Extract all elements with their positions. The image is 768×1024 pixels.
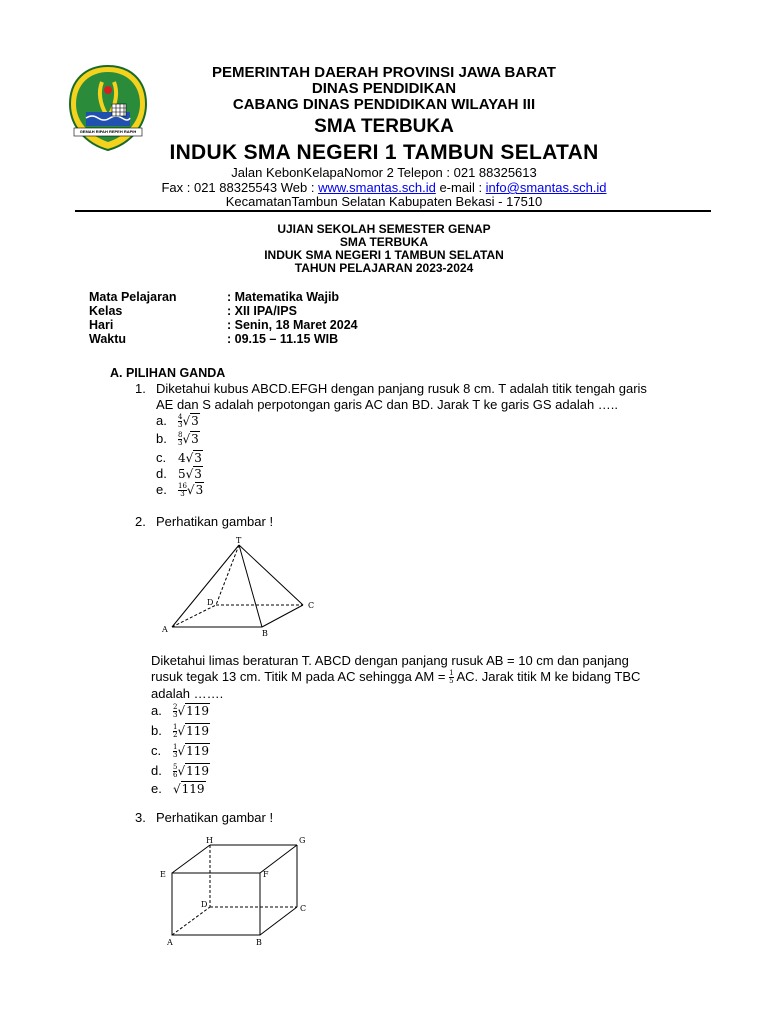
meta-value: : 09.15 – 11.15 WIB	[227, 332, 339, 346]
coefficient: 4	[178, 451, 186, 465]
meta-row	[89, 332, 489, 346]
vertex-label-d: D	[207, 598, 214, 607]
q2-option-c[interactable]	[151, 743, 210, 759]
exam-line2: SMA TERBUKA	[339, 235, 429, 249]
option-label: d.	[156, 466, 167, 481]
logo-motto: GEMAH RIPAH REPEH RAPIH	[79, 129, 137, 134]
exam-line3: INDUK SMA NEGERI 1 TAMBUN SELATAN	[264, 248, 504, 262]
denominator: 6	[173, 771, 178, 780]
contact-line	[0, 180, 768, 195]
cube-figure	[152, 835, 322, 950]
meta-value: : Senin, 18 Maret 2024	[227, 318, 358, 332]
numerator: 2	[173, 703, 178, 712]
numerator: 5	[173, 763, 178, 772]
option-label: c.	[156, 450, 167, 465]
vertex-label-b: B	[262, 629, 268, 638]
vertex-label-c: C	[308, 601, 315, 610]
exam-line4: TAHUN PELAJARAN 2023-2024	[294, 261, 474, 275]
q2-text-line2	[151, 669, 640, 685]
option-label: a.	[151, 703, 162, 718]
q1-option-d[interactable]	[156, 466, 203, 482]
q2-text-line2a: rusuk tegak 13 cm. Titik M pada AC sehingga AM =	[151, 669, 450, 684]
vertex-label-h: H	[206, 836, 213, 845]
q1-text-line1: Diketahui kubus ABCD.EFGH dengan panjang rusuk 8 cm. T adalah titik tengah garis	[156, 381, 647, 396]
vertex-label-a: A	[167, 938, 173, 947]
header-line3: CABANG DINAS PENDIDIKAN WILAYAH III	[232, 96, 536, 113]
q1-number: 1.	[135, 381, 146, 396]
q2-prompt: Perhatikan gambar !	[156, 514, 274, 529]
q1-text-line2: AE dan S adalah perpotongan garis AC dan BD. Jarak T ke garis GS adalah …..	[156, 397, 619, 412]
website-link[interactable]: www.smantas.sch.id	[318, 180, 436, 195]
q2-text-line3: adalah …….	[151, 686, 224, 701]
sqrt: √3	[185, 467, 202, 481]
radicand: 3	[191, 414, 199, 428]
meta-row	[89, 290, 489, 304]
exam-line1: UJIAN SEKOLAH SEMESTER GENAP	[277, 222, 491, 236]
denominator: 2	[173, 731, 178, 740]
q3-number: 3.	[135, 810, 146, 825]
sqrt: √3	[182, 432, 199, 446]
q2-number: 2.	[135, 514, 146, 529]
pyramid-figure	[150, 535, 330, 640]
meta-row	[89, 304, 489, 318]
header-divider	[75, 210, 711, 212]
sqrt: √3	[186, 483, 204, 497]
denominator: 3	[173, 751, 178, 760]
q1-option-c[interactable]	[156, 450, 203, 466]
denominator: 3	[178, 439, 183, 448]
q2-option-a[interactable]	[151, 703, 210, 719]
vertex-label-b: B	[256, 938, 262, 947]
option-label: d.	[151, 763, 162, 778]
radicand: 3	[194, 451, 202, 465]
sqrt: √119	[177, 744, 210, 758]
meta-row	[89, 318, 489, 332]
denominator: 3	[178, 490, 187, 498]
sqrt: √119	[177, 704, 210, 718]
option-label: c.	[151, 743, 162, 758]
denominator: 5	[449, 677, 454, 686]
radicand: 3	[195, 483, 204, 497]
q1-option-a[interactable]	[156, 413, 200, 429]
radicand: 3	[194, 467, 202, 481]
header-line1: PEMERINTAH DAERAH PROVINSI JAWA BARAT	[212, 64, 556, 81]
radicand: 119	[186, 764, 210, 778]
meta-label: Waktu	[89, 332, 127, 346]
q2-option-d[interactable]	[151, 763, 210, 779]
denominator: 3	[178, 421, 183, 430]
meta-value: : XII IPA/IPS	[227, 304, 297, 318]
fax-label: Fax : 021 88325543 Web :	[161, 180, 319, 195]
vertex-label-a: A	[162, 625, 168, 634]
q2-text-line2b: AC. Jarak titik M ke bidang TBC	[453, 669, 641, 684]
radicand: 119	[186, 744, 210, 758]
radicand: 119	[186, 704, 210, 718]
meta-label: Hari	[89, 318, 114, 332]
option-label: e.	[151, 781, 162, 796]
vertex-label-e: E	[160, 870, 166, 879]
school-address: Jalan KebonKelapaNomor 2 Telepon : 021 88325613	[231, 165, 537, 180]
numerator: 16	[178, 482, 187, 491]
meta-value: : Matematika Wajib	[227, 290, 340, 304]
sqrt: √3	[185, 451, 202, 465]
sqrt: √119	[173, 782, 205, 796]
radicand: 3	[191, 432, 199, 446]
meta-label: Mata Pelajaran	[89, 290, 177, 304]
q3-prompt: Perhatikan gambar !	[156, 810, 274, 825]
option-label: b.	[156, 431, 167, 446]
q2-option-b[interactable]	[151, 723, 210, 739]
option-label: b.	[151, 723, 162, 738]
vertex-label-c: C	[300, 904, 307, 913]
vertex-label-t: T	[236, 536, 242, 545]
q2-option-e[interactable]	[151, 781, 206, 797]
denominator: 3	[173, 711, 178, 720]
radicand: 119	[181, 782, 205, 796]
vertex-label-g: G	[299, 836, 306, 845]
numerator: 1	[173, 723, 178, 732]
sqrt: √3	[182, 414, 199, 428]
numerator: 1	[449, 669, 454, 678]
q1-option-e[interactable]	[156, 482, 204, 498]
q1-option-b[interactable]	[156, 431, 200, 447]
meta-label: Kelas	[89, 304, 123, 318]
email-label: e-mail :	[435, 180, 486, 195]
numerator: 1	[173, 743, 178, 752]
fraction	[178, 483, 187, 498]
meta-table	[89, 290, 489, 346]
school-name: SMA TERBUKA	[314, 116, 454, 137]
option-label: a.	[156, 413, 167, 428]
q2-text-line1: Diketahui limas beraturan T. ABCD dengan panjang rusuk AB = 10 cm dan panjang	[151, 653, 629, 668]
vertex-label-d: D	[201, 900, 208, 909]
coefficient: 5	[178, 467, 186, 481]
vertex-label-f: F	[263, 870, 269, 879]
district-line: KecamatanTambun Selatan Kabupaten Bekasi - 17510	[225, 194, 543, 209]
email-link[interactable]: info@smantas.sch.id	[485, 180, 607, 195]
sqrt: √119	[177, 724, 210, 738]
numerator: 8	[178, 431, 183, 440]
radicand: 119	[186, 724, 210, 738]
header-line2: DINAS PENDIDIKAN	[311, 80, 457, 97]
sqrt: √119	[177, 764, 210, 778]
section-heading: A. PILIHAN GANDA	[110, 366, 226, 380]
option-label: e.	[156, 482, 167, 497]
school-parent: INDUK SMA NEGERI 1 TAMBUN SELATAN	[169, 141, 599, 164]
numerator: 4	[178, 413, 183, 422]
